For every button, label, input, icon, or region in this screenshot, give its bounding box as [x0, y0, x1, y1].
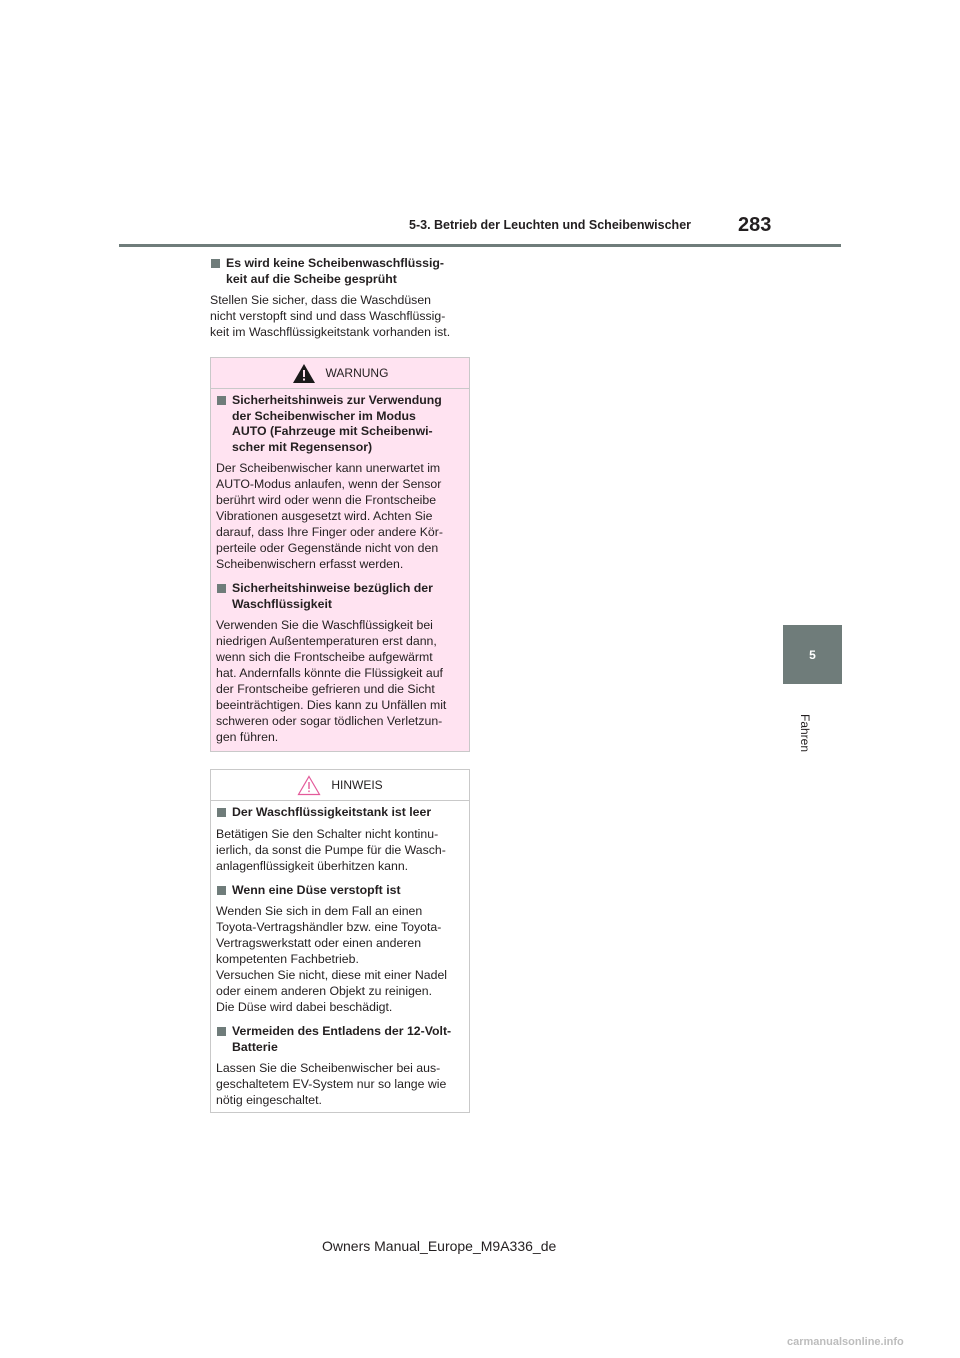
note-item [216, 805, 464, 874]
square-bullet-icon [217, 396, 226, 405]
chapter-tab [783, 625, 842, 684]
note-item-heading [216, 1024, 464, 1055]
square-bullet-icon [217, 1027, 226, 1036]
section-body: Stellen Sie sicher, dass die Waschdüsen nicht verstopft sind und dass Waschflüssig- keit im Waschflüssigkeitstank vorhanden ist. [210, 293, 451, 339]
note-item-body: Betätigen Sie den Schalter nicht kontinu- ierlich, da sonst die Pumpe für die Wasch- anlagenflüssigkeit überhitzen kann. [216, 826, 446, 873]
warning-header [211, 358, 469, 389]
section-washer-fluid [210, 256, 472, 340]
warning-item-heading-text: Sicherheitshinweise bezüglich der Waschflüssigkeit [232, 581, 433, 611]
caution-triangle-icon [297, 775, 321, 796]
section-heading-text: Es wird keine Scheibenwaschflüssig- keit auf die Scheibe gesprüht [226, 256, 444, 286]
note-item-heading-text: Vermeiden des Entladens der 12-Volt- Batterie [232, 1024, 452, 1054]
warning-item-body: Der Scheibenwischer kann unerwartet im AUTO-Modus anlaufen, wenn der Sensor berührt wird oder wenn die Frontscheibe Vibrationen ausgesetzt wird. Achten Sie darauf, dass Ihre Finger oder andere Kör- perteile oder Gegenstände nicht von den Scheibenwischern erfasst werden. [216, 461, 443, 571]
warning-item-heading-text: Sicherheitshinweis zur Verwendung der Scheibenwischer im Modus AUTO (Fahrzeuge mit Scheibenwi- scher mit Regensensor) [232, 393, 442, 454]
square-bullet-icon [217, 584, 226, 593]
warning-item-heading [216, 581, 464, 612]
warning-content [211, 389, 469, 745]
warning-title: WARNUNG [325, 366, 389, 380]
note-title: HINWEIS [331, 778, 383, 792]
square-bullet-icon [217, 808, 226, 817]
note-item-body: Wenden Sie sich in dem Fall an einen Toyota-Vertragshändler bzw. eine Toyota- Vertragswerkstatt oder einen anderen kompetenten Fachbetrieb. Versuchen Sie nicht, diese mit einer Nadel oder einem anderen Objekt zu reinigen. Die Düse wird dabei beschädigt. [216, 904, 448, 1014]
section-heading [210, 256, 472, 287]
warning-triangle-icon [292, 363, 316, 384]
watermark: carmanualsonline.info [787, 1336, 904, 1348]
note-item-heading [216, 805, 464, 821]
note-box [210, 769, 470, 1113]
note-item [216, 1024, 464, 1108]
square-bullet-icon [217, 886, 226, 895]
header-rule [119, 244, 841, 247]
warning-item [216, 393, 464, 572]
note-header [211, 770, 469, 801]
chapter-label: Fahren [798, 714, 812, 753]
footer-document-id: Owners Manual_Europe_M9A336_de [322, 1238, 557, 1254]
warning-item [216, 581, 464, 745]
square-bullet-icon [211, 259, 220, 268]
warning-item-body: Verwenden Sie die Waschflüssigkeit bei niedrigen Außentemperaturen erst dann, wenn sich die Frontscheibe aufgewärmt hat. Andernfalls könnte die Flüssigkeit auf der Frontscheibe gefrieren und die Sicht beeinträchtigen. Dies kann zu Unfällen mit schweren oder sogar tödlichen Verletzun- gen führen. [216, 618, 447, 744]
note-content [211, 801, 469, 1108]
warning-box [210, 357, 470, 752]
warning-item-heading [216, 393, 464, 455]
page-header-title: 5-3. Betrieb der Leuchten und Scheibenwischer [409, 218, 692, 232]
note-item [216, 883, 464, 1016]
note-item-heading-text: Der Waschflüssigkeitstank ist leer [232, 805, 432, 819]
note-item-heading-text: Wenn eine Düse verstopft ist [232, 882, 401, 897]
note-item-heading [216, 883, 464, 899]
page-number: 283 [738, 214, 772, 236]
note-item-body: Lassen Sie die Scheibenwischer bei aus- geschaltetem EV-System nur so lange wie nötig eingeschaltet. [216, 1061, 447, 1107]
chapter-number: 5 [809, 647, 816, 662]
